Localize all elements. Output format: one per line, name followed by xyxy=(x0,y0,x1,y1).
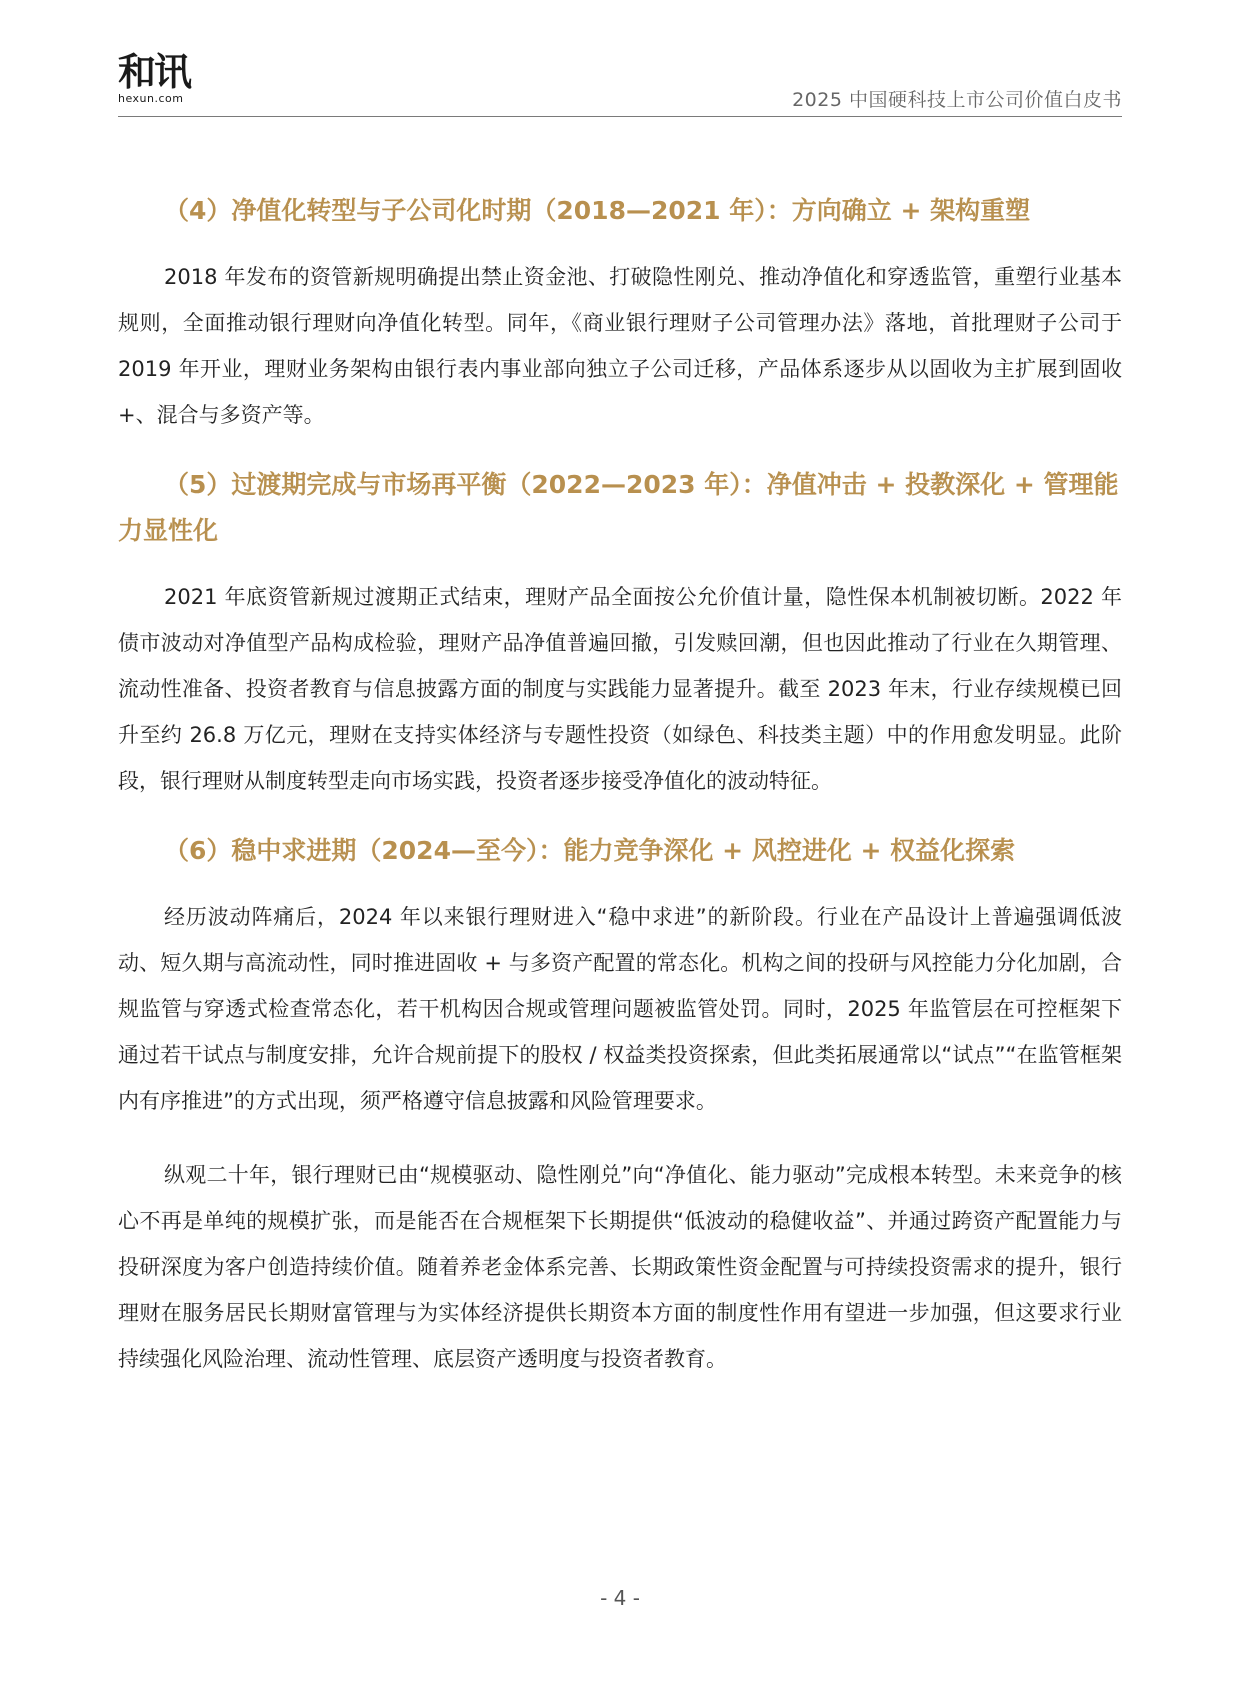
section-heading-4: （4）净值化转型与子公司化时期（2018—2021 年）：方向确立 + 架构重塑 xyxy=(164,196,1031,225)
section-heading-5: （5）过渡期完成与市场再平衡（2022—2023 年）：净值冲击 + 投教深化 + 管理能力显性化 xyxy=(118,470,1119,545)
conclusion-paragraph: 纵观二十年，银行理财已由“规模驱动、隐性刚兑”向“净值化、能力驱动”完成根本转型。未来竞争的核心不再是单纯的规模扩张，而是能否在合规框架下长期提供“低波动的稳健收益”、并通过跨资产配置能力与投研深度为客户创造持续价值。随着养老金体系完善、长期政策性资金配置与可持续投资需求的提升，银行理财在服务居民长期财富管理与为实体经济提供长期资本方面的制度性作用有望进一步加强，但这要求行业持续强化风险治理、流动性管理、底层资产透明度与投资者教育。 xyxy=(118,1163,1122,1371)
logo-subtext: hexun.com xyxy=(118,92,184,105)
section-paragraph-4: 2018 年发布的资管新规明确提出禁止资金池、打破隐性刚兑、推动净值化和穿透监管，重塑行业基本规则，全面推动银行理财向净值化转型。同年，《商业银行理财子公司管理办法》落地，首批理财子公司于 2019 年开业，理财业务架构由银行表内事业部向独立子公司迁移，产品体系逐步从以固收为主扩展到固收 +、混合与多资产等。 xyxy=(118,265,1122,427)
section-paragraph-5: 2021 年底资管新规过渡期正式结束，理财产品全面按公允价值计量，隐性保本机制被切断。2022 年债市波动对净值型产品构成检验，理财产品净值普遍回撤，引发赎回潮，但也因此推动了行业在久期管理、流动性准备、投资者教育与信息披露方面的制度与实践能力显著提升。截至 2023 年末，行业存续规模已回升至约 26.8 万亿元，理财在支持实体经济与专题性投资（如绿色、科技类主题）中的作用愈发明显。此阶段，银行理财从制度转型走向市场实践，投资者逐步接受净值化的波动特征。 xyxy=(118,585,1122,793)
page-content xyxy=(118,188,1122,1382)
section-heading-6: （6）稳中求进期（2024—至今）：能力竞争深化 + 风控进化 + 权益化探索 xyxy=(164,836,1016,865)
logo-text: 和讯 xyxy=(118,50,191,94)
section-paragraph-6: 经历波动阵痛后，2024 年以来银行理财进入“稳中求进”的新阶段。行业在产品设计上普遍强调低波动、短久期与高流动性，同时推进固收 + 与多资产配置的常态化。机构之间的投研与风控能力分化加剧，合规监管与穿透式检查常态化，若干机构因合规或管理问题被监管处罚。同时，2025 年监管层在可控框架下通过若干试点与制度安排，允许合规前提下的股权 / 权益类投资探索，但此类拓展通常以“试点”“在监管框架内有序推进”的方式出现，须严格遵守信息披露和风险管理要求。 xyxy=(118,905,1122,1113)
page-number: - 4 - xyxy=(600,1586,640,1610)
page-header xyxy=(0,0,1240,120)
hexun-logo xyxy=(118,52,208,106)
header-divider xyxy=(118,116,1122,117)
report-title: 2025 中国硬科技上市公司价值白皮书 xyxy=(792,89,1122,111)
